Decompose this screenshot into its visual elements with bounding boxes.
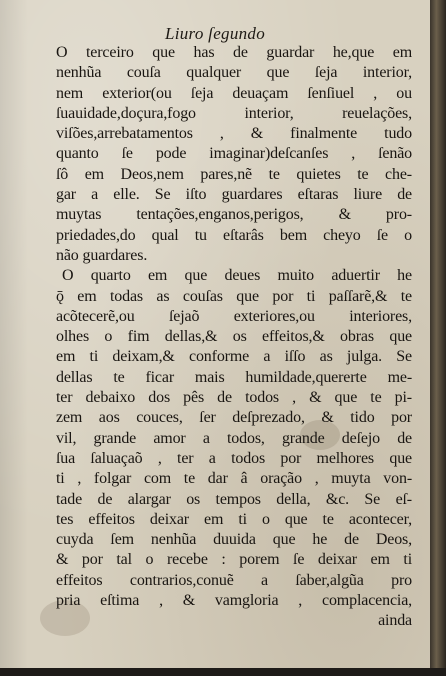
- text-line: O terceiro que has de guardar he,que em: [56, 44, 412, 61]
- text-line: em ti deixam,& conforme a iſſo as julga. Se: [56, 348, 412, 366]
- text-line: ǭ em todas as couſas que por ti paſſarẽ,& te: [56, 287, 412, 305]
- book-bottom-edge: [0, 668, 446, 676]
- catchword: ainda: [378, 612, 412, 630]
- book-edge: [430, 0, 446, 676]
- text-line: priedades,do qual tu eſtarâs bem cheyo ſe o: [56, 226, 412, 244]
- running-head: Liuro ſegundo: [164, 24, 266, 43]
- body-text: [56, 43, 412, 632]
- text-line: quanto ſe pode imaginar)deſcanſes , ſenão: [56, 145, 412, 163]
- text-line: & por tal o recebe : porem ſe deixar em ti: [56, 551, 412, 569]
- text-line: ti , folgar com te dar â oração , muyta von-: [56, 470, 412, 488]
- text-line: zem aos couces, ſer deſprezado, & tido por: [56, 409, 412, 427]
- text-line: cuyda ſem nenhũa duuida que he de Deos,: [56, 531, 412, 549]
- text-line: muytas tentações,enganos,perigos, & pro-: [56, 206, 412, 224]
- text-line: não guardares.: [56, 246, 148, 264]
- text-line: tes effeitos deixar em ti o que te acontecer,: [56, 510, 412, 528]
- text-line: dellas te ficar mais humildade,quererte me-: [56, 368, 412, 386]
- text-line: O quarto em que deues muito aduertir he: [62, 267, 412, 285]
- text-line: olhes o fim dellas,& os effeitos,& obras que: [56, 328, 412, 346]
- text-line: acõtecerẽ,ou ſejaõ exteriores,ou interiores,: [56, 307, 412, 325]
- text-line: nem exterior(ou ſeja deuaçam ſenſiuel , ou: [56, 84, 412, 102]
- text-line: tade de alargar os tempos della, &c. Se eſ-: [56, 490, 412, 508]
- text-line: vil, grande amor a todos, grande deſejo de: [56, 429, 412, 447]
- text-line: ſuauidade,doçura,fogo interior, reuelações,: [56, 104, 412, 122]
- text-line: ter debaixo dos pês de todos , & que te pi-: [56, 389, 412, 407]
- text-line: ſua ſaluaçaõ , ter a todos por melhores que: [56, 449, 412, 467]
- text-line: ſô em Deos,nem pares,nẽ te quietes te che-: [56, 165, 412, 183]
- text-line: pria eſtima , & vamgloria , complacencia,: [56, 592, 412, 610]
- text-line: effeitos contrarios,conuẽ a ſaber,algũa pro: [56, 571, 412, 589]
- text-line: gar a elle. Se iſto guardares eſtaras liure de: [56, 186, 412, 204]
- text-line: nenhũa couſa qualquer que ſeja interior,: [56, 64, 412, 82]
- text-line: viſões,arrebatamentos , & finalmente tudo: [56, 125, 412, 143]
